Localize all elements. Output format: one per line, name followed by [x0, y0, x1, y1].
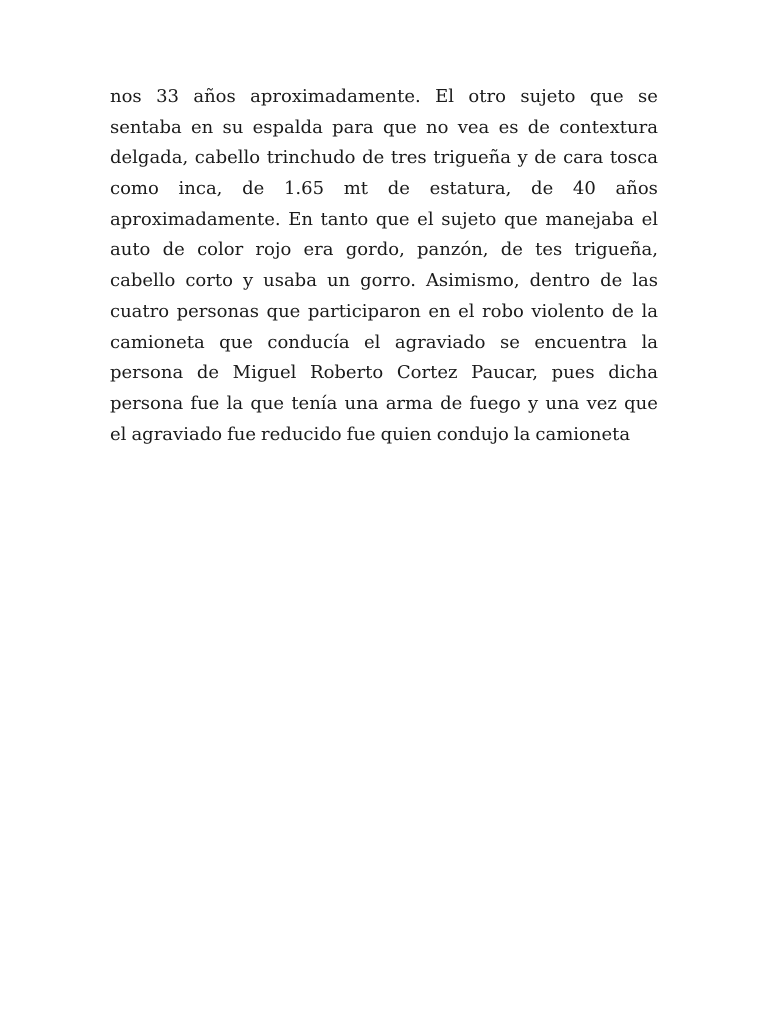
word: personas: [176, 300, 260, 322]
word: es: [498, 116, 519, 138]
word: de: [600, 270, 623, 292]
word: trinchudo: [266, 147, 356, 169]
word: de: [500, 239, 523, 261]
word: que: [382, 116, 417, 138]
word: que: [624, 392, 658, 414]
word: sentaba: [110, 116, 182, 138]
word: en: [428, 300, 451, 322]
word: de: [527, 116, 550, 138]
text-line: [110, 358, 658, 389]
word: espalda: [252, 116, 323, 138]
word: cabello: [194, 147, 261, 169]
word: robo: [482, 300, 524, 322]
word: fue: [190, 392, 220, 414]
word: vez: [586, 392, 617, 414]
word: gorro.: [360, 270, 416, 292]
word: dicha: [608, 362, 658, 384]
word: Miguel: [232, 362, 297, 384]
word: de: [531, 178, 554, 200]
word: pues: [551, 362, 595, 384]
word: gordo,: [345, 239, 405, 261]
word: de: [611, 300, 634, 322]
word: encuentra: [534, 331, 628, 353]
word: trigueña: [433, 147, 511, 169]
word: agraviado: [394, 331, 486, 353]
word: de: [362, 147, 385, 169]
word: sujeto: [520, 86, 576, 107]
word: arma: [385, 392, 433, 414]
text-line: [110, 297, 658, 328]
word: dentro: [529, 270, 591, 292]
word: persona: [110, 362, 184, 384]
word: reducido: [261, 423, 342, 445]
word: Roberto: [310, 362, 384, 384]
word: que: [266, 300, 301, 322]
word: sujeto: [441, 208, 497, 230]
word: En: [288, 208, 313, 230]
word: años: [615, 178, 658, 200]
word: camioneta: [110, 331, 205, 353]
word: quien: [380, 423, 432, 445]
word: tosca: [609, 147, 658, 169]
text-line: [110, 235, 658, 266]
word: la: [226, 392, 244, 414]
word: usaba: [263, 270, 317, 292]
word: el: [641, 208, 658, 230]
word: corto: [185, 270, 233, 292]
word: una: [344, 392, 379, 414]
word: tres: [390, 147, 427, 169]
word: auto: [110, 239, 151, 261]
word: aproximadamente.: [250, 86, 421, 107]
text-line: [110, 389, 658, 420]
word: que: [503, 208, 538, 230]
word: como: [110, 178, 159, 200]
word: agraviado: [131, 423, 223, 445]
word: una: [545, 392, 580, 414]
word: manejaba: [545, 208, 634, 230]
word: no: [426, 116, 449, 138]
word: persona: [110, 392, 184, 414]
word: violento: [531, 300, 605, 322]
text-line: [110, 82, 658, 113]
word: de: [534, 147, 557, 169]
word: que: [250, 392, 285, 414]
word: rojo: [255, 239, 292, 261]
word: de: [387, 178, 410, 200]
word: cuatro: [110, 300, 170, 322]
word: 33: [156, 86, 179, 107]
word: que: [589, 86, 624, 107]
word: El: [435, 86, 455, 107]
word: fue: [346, 423, 376, 445]
word: estatura,: [429, 178, 512, 200]
word: inca,: [178, 178, 223, 200]
word: en: [190, 116, 214, 138]
word: la: [641, 300, 658, 322]
word: Cortez: [396, 362, 458, 384]
text-line: [110, 143, 658, 174]
body-paragraph: [110, 82, 658, 450]
word: el: [458, 300, 475, 322]
word: fue: [227, 423, 257, 445]
word: mt: [343, 178, 369, 200]
word: un: [326, 270, 351, 292]
word: era: [303, 239, 334, 261]
text-line: [110, 266, 658, 297]
text-line-last: [110, 420, 658, 451]
word: Asimismo,: [425, 270, 520, 292]
word: tes: [535, 239, 563, 261]
word: que: [219, 331, 253, 353]
word: el: [364, 331, 381, 353]
word: trigueña,: [574, 239, 658, 261]
word: se: [499, 331, 520, 353]
word: el: [417, 208, 434, 230]
word: las: [632, 270, 658, 292]
word: de: [440, 392, 463, 414]
word: conducía: [267, 331, 350, 353]
word: y: [242, 270, 254, 292]
word: de: [242, 178, 265, 200]
word: cara: [563, 147, 604, 169]
word: delgada,: [110, 147, 189, 169]
word: de: [162, 239, 185, 261]
word: años: [193, 86, 236, 107]
word: que: [375, 208, 410, 230]
word: de: [196, 362, 220, 384]
word: y: [528, 392, 539, 414]
text-line: [110, 328, 658, 359]
word: tenía: [291, 392, 338, 414]
word: cabello: [110, 270, 176, 292]
word: color: [197, 239, 244, 261]
word: la: [513, 423, 531, 445]
word: vea: [457, 116, 490, 138]
word: contextura: [559, 116, 658, 138]
text-line: [110, 174, 658, 205]
word: Paucar,: [471, 362, 538, 384]
word: participaron: [307, 300, 421, 322]
word: su: [222, 116, 244, 138]
word: aproximadamente.: [110, 208, 281, 230]
word: fuego: [469, 392, 521, 414]
word: nos: [110, 86, 142, 107]
word: 40: [572, 178, 596, 200]
word: para: [332, 116, 374, 138]
word: se: [638, 86, 658, 107]
word: panzón,: [417, 239, 489, 261]
word: camioneta: [535, 423, 631, 445]
word: otro: [468, 86, 506, 107]
word: tanto: [320, 208, 369, 230]
word: la: [641, 331, 658, 353]
text-line: [110, 113, 658, 144]
word: 1.65: [283, 178, 325, 200]
word: y: [517, 147, 528, 169]
word: el: [110, 423, 127, 445]
word: condujo: [436, 423, 509, 445]
text-line: [110, 205, 658, 236]
